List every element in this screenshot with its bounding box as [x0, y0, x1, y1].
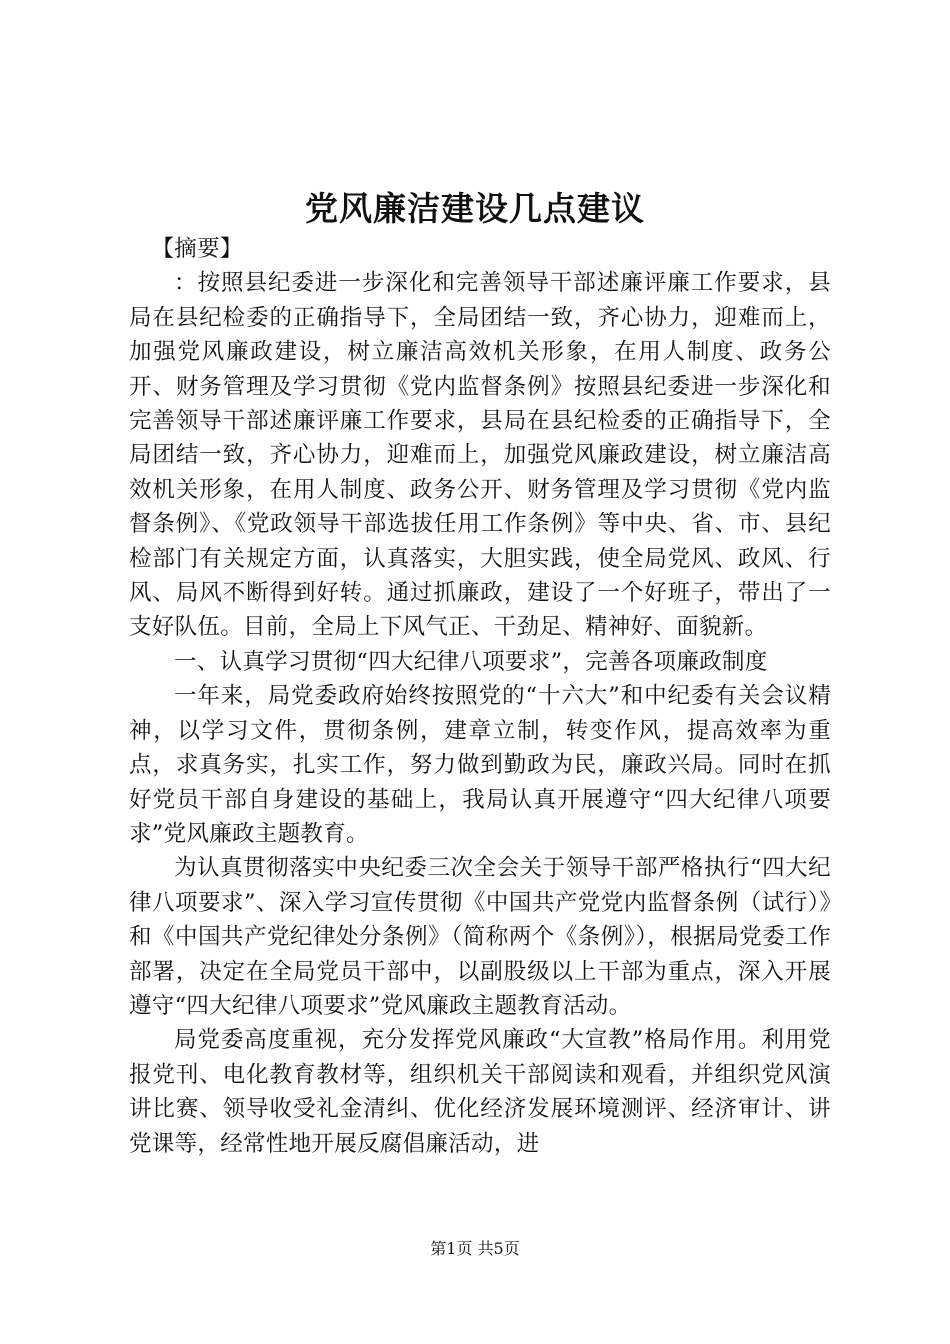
section-heading: 一、认真学习贯彻“四大纪律八项要求”，完善各项廉政制度: [174, 648, 768, 675]
page-number-footer: 第1页 共5页: [430, 1239, 520, 1258]
body-paragraph: 一年来，局党委政府始终按照党的“十六大”和中纪委有关会议精神，以学习文件，贯彻条例，建章立制，转变作风，提高效率为重点，求真务实，扎实工作，努力做到勤政为民，廉政兴局。同时在抓好党员干部自身建设的基础上，我局认真开展遵守“四大纪律八项要求”党风廉政主题教育。: [129, 683, 831, 847]
body-paragraph: 为认真贯彻落实中央纪委三次全会关于领导干部严格执行“四大纪律八项要求”、深入学习宣传贯彻《中国共产党党内监督条例（试行）》和《中国共产党纪律处分条例》（简称两个《条例》），根据局党委工作部署，决定在全局党员干部中，以副股级以上干部为重点，深入开展遵守“四大纪律八项要求”党风廉政主题教育活动。: [129, 855, 831, 1019]
abstract-heading: 【摘要】: [151, 236, 243, 262]
body-paragraph: 局党委高度重视，充分发挥党风廉政“大宣教”格局作用。利用党报党刊、电化教育教材等，组织机关干部阅读和观看，并组织党风演讲比赛、领导收受礼金清纠、优化经济发展环境测评、经济审计、讲党课等，经常性地开展反腐倡廉活动，进: [129, 1027, 831, 1157]
document-title: 党风廉洁建设几点建议: [305, 189, 645, 228]
abstract-paragraph: ：按照县纪委进一步深化和完善领导干部述廉评廉工作要求，县局在县纪检委的正确指导下，全局团结一致，齐心协力，迎难而上，加强党风廉政建设，树立廉洁高效机关形象，在用人制度、政务公开、财务管理及学习贯彻《党内监督条例》按照县纪委进一步深化和完善领导干部述廉评廉工作要求，县局在县纪检委的正确指导下，全局团结一致，齐心协力，迎难而上，加强党风廉政建设，树立廉洁高效机关形象，在用人制度、政务公开、财务管理及学习贯彻《党内监督条例》、《党政领导干部选拔任用工作条例》等中央、省、市、县纪检部门有关规定方面，认真落实，大胆实践，使全局党风、政风、行风、局风不断得到好转。通过抓廉政，建设了一个好班子，带出了一支好队伍。目前，全局上下风气正、干劲足、精神好、面貌新。: [129, 270, 831, 641]
document-body: [129, 232, 831, 1161]
